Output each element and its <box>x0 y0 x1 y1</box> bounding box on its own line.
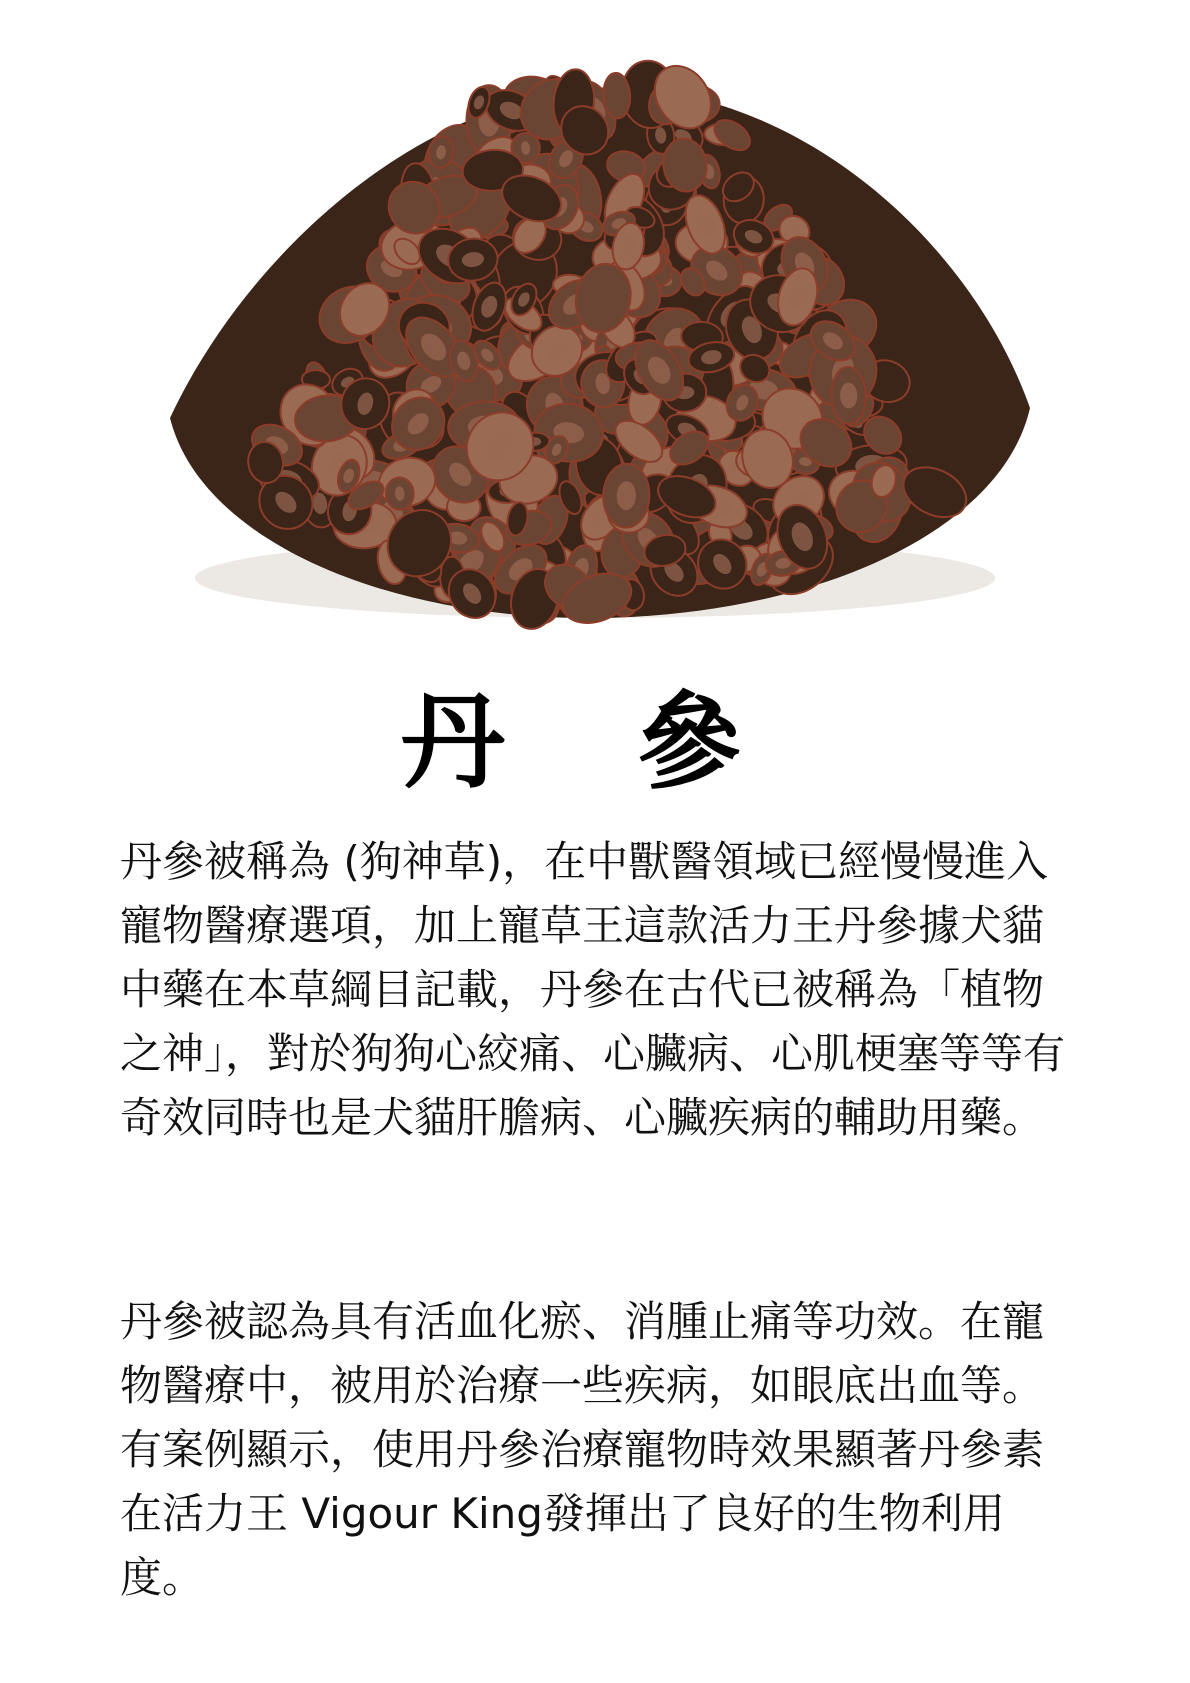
paragraph-1: 丹參被稱為 (狗神草)，在中獸醫領域已經慢慢進入寵物醫療選項，加上寵草王這款活力王丹參據犬貓中藥在本草綱目記載，丹參在古代已被稱為「植物之神」，對於狗狗心絞痛、心臟病、心肌梗塞等等有奇效同時也是犬貓肝膽病、心臟疾病的輔助用藥。 <box>120 837 1066 1142</box>
paragraph-2: 丹參被認為具有活血化瘀、消腫止痛等功效。在寵物醫療中，被用於治療一些疾病，如眼底出血等。有案例顯示，使用丹參治療寵物時效果顯著丹參素在活力王 Vigour King發揮出了良好的生物利用度。 <box>120 1297 1045 1602</box>
page-title: 丹 參 <box>400 681 790 803</box>
danshen-root-pile-image <box>100 18 1090 658</box>
herb-photo <box>100 18 1090 658</box>
